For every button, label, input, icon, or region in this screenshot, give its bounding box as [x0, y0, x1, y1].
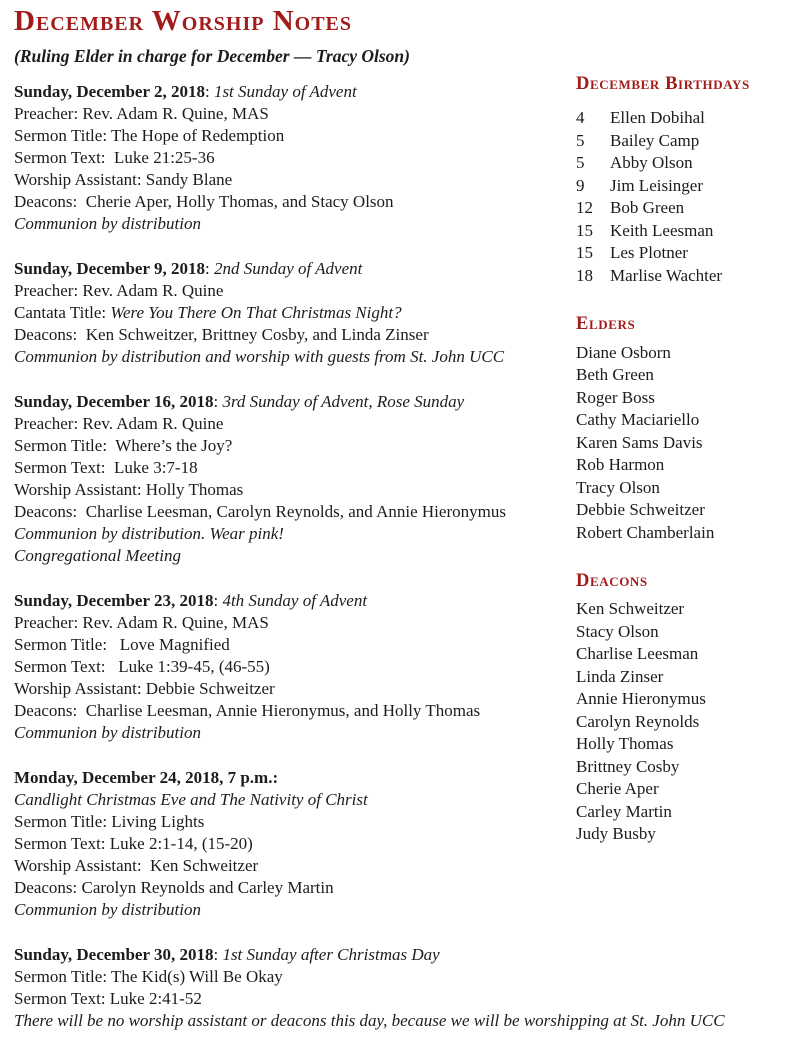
row-text: Sermon Text: Luke 2:41-52 [14, 988, 202, 1008]
deacon-name: Brittney Cosby [576, 756, 680, 776]
row-text: Worship Assistant: Sandy Blane [14, 169, 233, 189]
row-italic-text: Communion by distribution [14, 899, 202, 919]
birthday-name: Les Plotner [610, 243, 688, 263]
birthday-row [576, 197, 794, 220]
elder-name: Robert Chamberlain [576, 522, 715, 542]
row-text: Cantata Title: [14, 302, 111, 322]
deacon-name: Charlise Leesman [576, 644, 699, 664]
row-italic-text: Were You There On That Christmas Night? [110, 302, 402, 322]
row-text: Sermon Title: The Hope of Redemption [14, 125, 285, 145]
service-heading-separator: : [204, 81, 214, 101]
row-text: Sermon Title: Where’s the Joy? [14, 435, 233, 455]
row-italic-text: Candlight Christmas Eve and The Nativity of Christ [14, 789, 368, 809]
birthday-row [576, 265, 794, 288]
deacon-name: Judy Busby [576, 824, 656, 844]
birthday-row [576, 130, 794, 153]
service-heading-separator: : [213, 590, 223, 610]
row-text: Sermon Title: Living Lights [14, 811, 205, 831]
row-text: Sermon Title: The Kid(s) Will Be Okay [14, 966, 283, 986]
birthdays-section [576, 74, 794, 287]
service-occasion: 1st Sunday of Advent [213, 81, 357, 101]
row-italic-text: Communion by distribution. Wear pink! [14, 523, 284, 543]
row-text: Sermon Text: Luke 2:1-14, (15-20) [14, 833, 253, 853]
service-occasion: 2nd Sunday of Advent [213, 258, 363, 278]
birthday-name: Jim Leisinger [610, 175, 704, 195]
row-text: Deacons: Charlise Leesman, Carolyn Reynolds, and Annie Hieronymus [14, 501, 506, 521]
birthday-row [576, 220, 794, 243]
birthday-row [576, 152, 794, 175]
birthday-day: 4 [576, 108, 585, 128]
row-text: Preacher: Rev. Adam R. Quine [14, 413, 224, 433]
elder-name: Karen Sams Davis [576, 432, 703, 452]
row-text: Sermon Title: Love Magnified [14, 634, 230, 654]
row-text: Worship Assistant: Ken Schweitzer [14, 855, 259, 875]
page-title: December Worship Notes [14, 5, 353, 37]
service-heading-separator: : [213, 391, 223, 411]
row-italic-text: Communion by distribution [14, 722, 202, 742]
row-text: Preacher: Rev. Adam R. Quine [14, 280, 224, 300]
sidebar-column [576, 74, 794, 873]
deacons-heading: Deacons [576, 571, 648, 592]
service-occasion: 1st Sunday after Christmas Day [222, 944, 440, 964]
birthday-day: 5 [576, 153, 585, 173]
service-date: Sunday, December 30, 2018 [14, 944, 214, 964]
deacons-section [576, 571, 794, 846]
service-occasion: 3rd Sunday of Advent, Rose Sunday [222, 391, 465, 411]
deacon-name: Stacy Olson [576, 621, 659, 641]
service-date: Sunday, December 16, 2018 [14, 391, 214, 411]
service-row [14, 899, 766, 921]
row-text: Sermon Text: Luke 1:39-45, (46-55) [14, 656, 270, 676]
service-date: Monday, December 24, 2018, 7 p.m.: [14, 767, 279, 787]
birthday-day: 15 [576, 220, 593, 240]
elder-name: Debbie Schweitzer [576, 500, 705, 520]
deacon-name: Carley Martin [576, 801, 672, 821]
row-text: Worship Assistant: Holly Thomas [14, 479, 244, 499]
row-italic-text: There will be no worship assistant or deacons this day, because we will be worshipping at St. John UCC [14, 1010, 725, 1030]
row-text: Deacons: Carolyn Reynolds and Carley Martin [14, 877, 334, 897]
elder-name: Cathy Maciariello [576, 410, 700, 430]
birthday-row [576, 175, 794, 198]
elder-name: Tracy Olson [576, 477, 660, 497]
row-italic-text: Congregational Meeting [14, 545, 181, 565]
deacon-name: Carolyn Reynolds [576, 711, 700, 731]
birthday-name: Ellen Dobihal [610, 108, 705, 128]
row-text: Preacher: Rev. Adam R. Quine, MAS [14, 103, 269, 123]
ruling-elder-note: (Ruling Elder in charge for December — Tracy Olson) [14, 45, 410, 66]
row-text: Preacher: Rev. Adam R. Quine, MAS [14, 612, 269, 632]
row-text: Worship Assistant: Debbie Schweitzer [14, 678, 275, 698]
deacon-name: Ken Schweitzer [576, 599, 685, 619]
birthday-day: 5 [576, 130, 585, 150]
birthday-day: 9 [576, 175, 585, 195]
birthday-name: Bob Green [610, 198, 685, 218]
birthday-name: Keith Leesman [610, 220, 714, 240]
deacon-name: Holly Thomas [576, 734, 674, 754]
birthday-row [576, 242, 794, 265]
birthday-name: Bailey Camp [610, 130, 700, 150]
elder-name: Rob Harmon [576, 455, 665, 475]
service-row [14, 877, 766, 899]
service-occasion: 4th Sunday of Advent [222, 590, 368, 610]
elder-name: Beth Green [576, 365, 654, 385]
row-italic-text: Communion by distribution [14, 213, 202, 233]
elder-name: Diane Osborn [576, 342, 671, 362]
row-italic-text: Communion by distribution and worship with guests from St. John UCC [14, 346, 505, 366]
birthday-row [576, 107, 794, 130]
row-text: Deacons: Cherie Aper, Holly Thomas, and Stacy Olson [14, 191, 394, 211]
service-row [14, 1010, 766, 1032]
deacon-name: Annie Hieronymus [576, 689, 706, 709]
deacon-name: Linda Zinser [576, 666, 664, 686]
service-section-dec30 [14, 944, 766, 1032]
birthday-name: Abby Olson [610, 153, 693, 173]
service-heading [14, 944, 766, 966]
birthdays-heading: December Birthdays [576, 74, 750, 94]
service-date: Sunday, December 23, 2018 [14, 590, 214, 610]
elders-heading: Elders [576, 314, 636, 335]
elder-name: Roger Boss [576, 387, 655, 407]
row-text: Deacons: Ken Schweitzer, Brittney Cosby, and Linda Zinser [14, 324, 429, 344]
service-date: Sunday, December 2, 2018 [14, 81, 205, 101]
birthday-name: Marlise Wachter [610, 265, 723, 285]
birthday-day: 18 [576, 265, 593, 285]
row-text: Sermon Text: Luke 3:7-18 [14, 457, 198, 477]
elders-section [576, 314, 794, 544]
deacon-name: Cherie Aper [576, 779, 659, 799]
service-heading-separator: : [204, 258, 214, 278]
service-row [14, 988, 766, 1010]
row-text: Sermon Text: Luke 21:25-36 [14, 147, 215, 167]
row-text: Deacons: Charlise Leesman, Annie Hieronymus, and Holly Thomas [14, 700, 481, 720]
service-date: Sunday, December 9, 2018 [14, 258, 205, 278]
birthday-day: 12 [576, 198, 593, 218]
service-row [14, 966, 766, 988]
service-heading-separator: : [213, 944, 223, 964]
birthday-day: 15 [576, 243, 593, 263]
